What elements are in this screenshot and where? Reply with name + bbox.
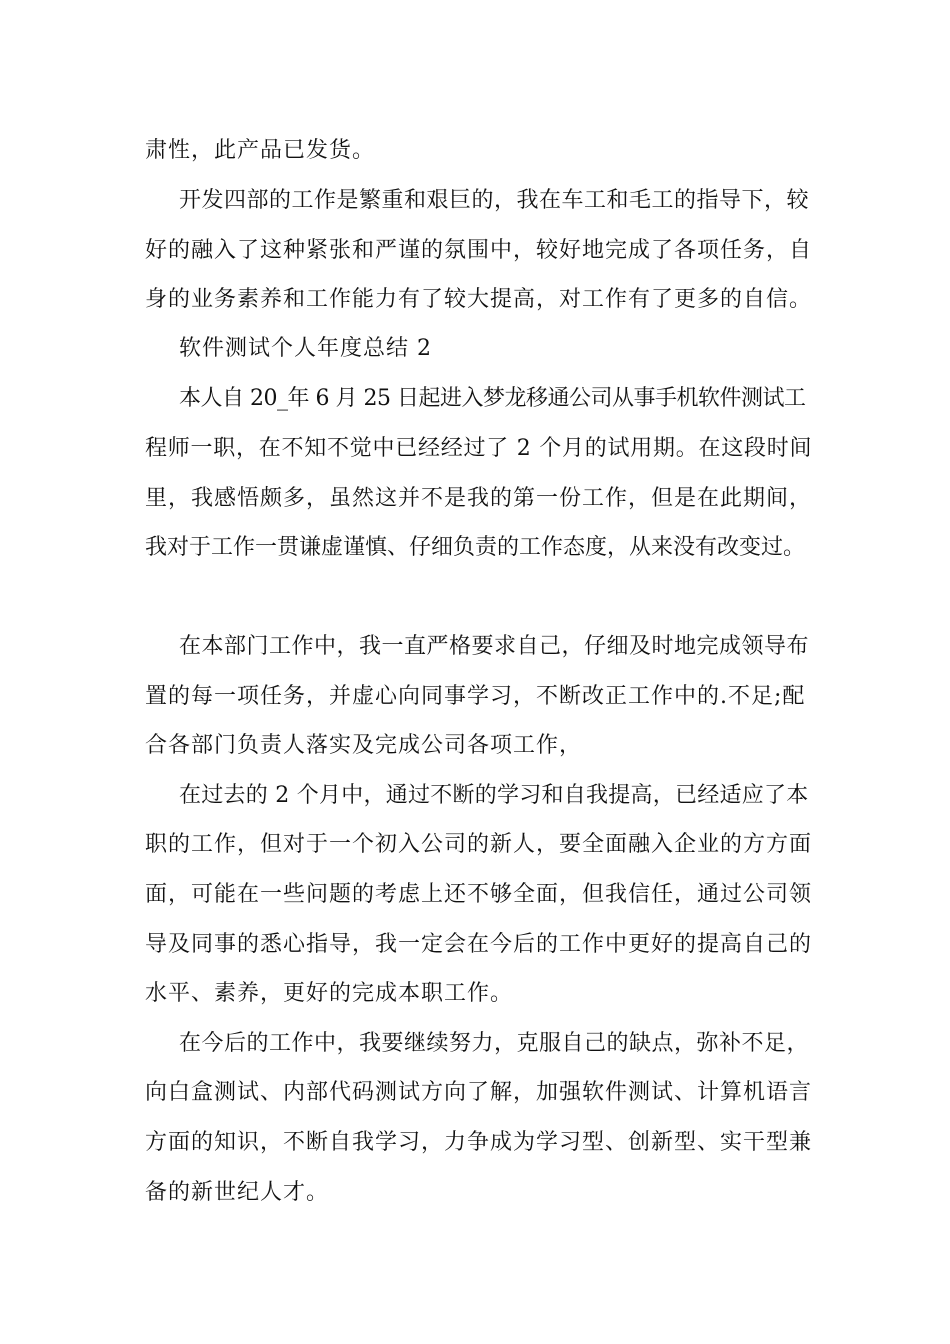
paragraph-first-line: 本人自 20_年 6 月 25 日起进入梦龙移通公司从事手机软件测试工	[179, 386, 806, 411]
paragraph-first-line: 在今后的工作中，我要继续努力，克服自己的缺点，弥补不足，	[179, 1031, 810, 1056]
text-line: 面，可能在一些问题的考虑上还不够全面，但我信任，通过公司领	[145, 882, 813, 907]
text-line: 置的每一项任务，并虚心向同事学习，不断改正工作中的.不足;配	[145, 684, 806, 709]
paragraph-first-line: 在过去的 2 个月中，通过不断的学习和自我提高，已经适应了本	[179, 783, 809, 808]
text-line: 向白盒测试、内部代码测试方向了解，加强软件测试、计算机语言	[145, 1080, 813, 1105]
text-line: 我对于工作一贯谦虚谨慎、仔细负责的工作态度，从来没有改变过。	[145, 535, 806, 560]
text-line: 好的融入了这种紧张和严谨的氛围中，较好地完成了各项任务，自	[145, 238, 813, 263]
paragraph-first-line: 开发四部的工作是繁重和艰巨的，我在车工和毛工的指导下，较	[179, 188, 810, 213]
paragraph-first-line: 在本部门工作中，我一直严格要求自己，仔细及时地完成领导布	[179, 634, 810, 659]
text-line: 职的工作，但对于一个初入公司的新人，要全面融入企业的方方面	[145, 832, 813, 857]
text-line: 身的业务素养和工作能力有了较大提高，对工作有了更多的自信。	[145, 287, 813, 312]
text-line: 里，我感悟颇多，虽然这并不是我的第一份工作，但是在此期间，	[145, 486, 813, 511]
text-line: 水平、素养，更好的完成本职工作。	[145, 981, 514, 1006]
section-heading: 软件测试个人年度总结 2	[179, 336, 432, 361]
text-line: 方面的知识，不断自我学习，力争成为学习型、创新型、实干型兼	[145, 1130, 813, 1155]
text-line: 备的新世纪人才。	[145, 1180, 330, 1205]
text-line: 程师一职，在不知不觉中已经经过了 2 个月的试用期。在这段时间	[145, 436, 813, 461]
text-line: 导及同事的悉心指导，我一定会在今后的工作中更好的提高自己的	[145, 932, 813, 957]
text-line: 合各部门负责人落实及完成公司各项工作，	[145, 733, 583, 758]
text-line: 肃性，此产品已发货。	[145, 138, 376, 163]
